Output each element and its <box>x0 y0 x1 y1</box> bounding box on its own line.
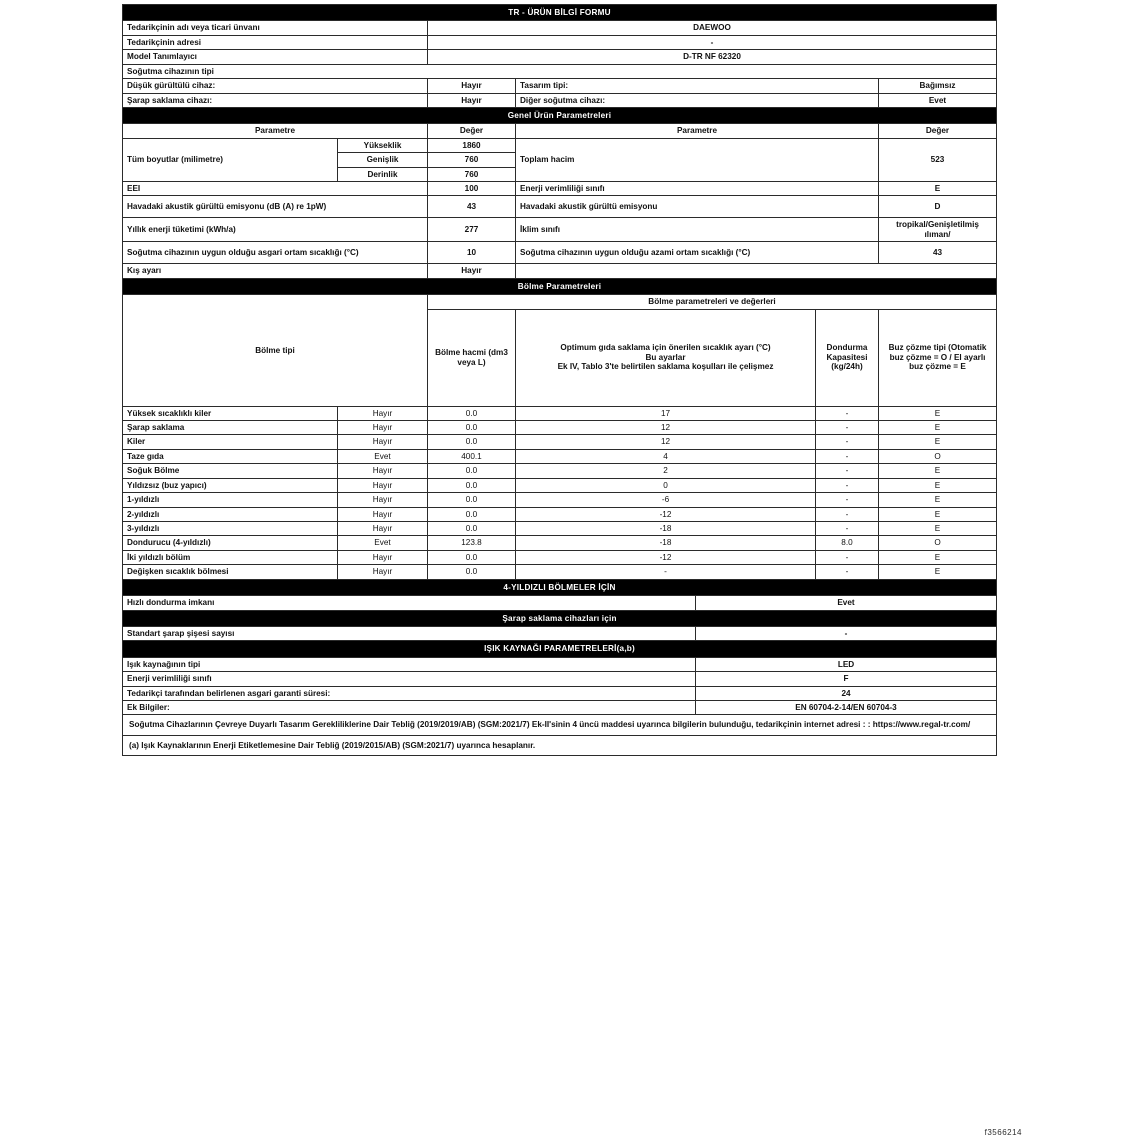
supplier-address-value: - <box>428 35 997 49</box>
four-star-band: 4-YILDIZLI BÖLMELER İÇİN <box>123 579 997 595</box>
compartment-temp: 2 <box>516 464 816 478</box>
column-parameter-1: Parametre <box>123 124 428 138</box>
compartment-present: Hayır <box>338 550 428 564</box>
compartment-defrost: E <box>879 507 997 521</box>
wine-storage-band: Şarap saklama cihazları için <box>123 610 997 626</box>
table-row <box>123 701 997 715</box>
table-row <box>123 21 997 35</box>
warranty-value: 24 <box>696 686 997 700</box>
annual-energy-value: 277 <box>428 218 516 242</box>
table-row <box>123 242 997 264</box>
noise-class-label: Havadaki akustik gürültü emisyonu <box>516 196 879 218</box>
table-row <box>123 715 997 735</box>
climate-class-label: İklim sınıfı <box>516 218 879 242</box>
compartment-freeze: - <box>816 507 879 521</box>
compartment-present: Hayır <box>338 521 428 535</box>
band-row <box>123 107 997 123</box>
table-row <box>123 686 997 700</box>
wine-storage-value: Hayır <box>428 93 516 107</box>
compartment-defrost: E <box>879 550 997 564</box>
table-row <box>123 464 997 478</box>
light-source-band: IŞIK KAYNAĞI PARAMETRELERİ(a,b) <box>123 641 997 657</box>
compartment-present: Hayır <box>338 435 428 449</box>
compartment-temp: -12 <box>516 507 816 521</box>
regulation-note: Soğutma Cihazlarının Çevreye Duyarlı Tasarım Gerekliliklerine Dair Tebliğ (2019/2019/AB) (SGM:2021/7) Ek-II'sinin 4 üncü maddesi uyarınca bilgilerin bulunduğu, tedarikçinin internet adresi : : https://www.regal-tr.com/ <box>123 715 997 735</box>
compartment-volume: 0.0 <box>428 550 516 564</box>
compartment-present: Hayır <box>338 565 428 579</box>
compartment-volume: 0.0 <box>428 521 516 535</box>
title-row <box>123 5 997 21</box>
compartment-type: Şarap saklama <box>123 421 338 435</box>
eei-label: EEI <box>123 182 428 196</box>
dimension-height-label: Yükseklik <box>338 138 428 152</box>
table-row <box>123 64 997 78</box>
compartment-type: 3-yıldızlı <box>123 521 338 535</box>
compartment-defrost-header: Buz çözme tipi (Otomatik buz çözme = O / El ayarlı buz çözme = E <box>879 309 997 406</box>
compartment-freeze: - <box>816 421 879 435</box>
compartment-present: Hayır <box>338 464 428 478</box>
compartment-type: Soğuk Bölme <box>123 464 338 478</box>
product-information-sheet <box>122 4 996 756</box>
compartment-temp: 12 <box>516 421 816 435</box>
table-row <box>123 35 997 49</box>
table-row <box>123 79 997 93</box>
compartment-freeze: - <box>816 478 879 492</box>
dimension-height-value: 1860 <box>428 138 516 152</box>
compartment-temp: - <box>516 565 816 579</box>
table-row <box>123 264 997 278</box>
eei-value: 100 <box>428 182 516 196</box>
compartment-freeze: - <box>816 435 879 449</box>
dimension-width-value: 760 <box>428 153 516 167</box>
compartment-defrost: E <box>879 464 997 478</box>
compartment-volume: 123.8 <box>428 536 516 550</box>
compartment-type: Taze gıda <box>123 449 338 463</box>
compartment-type: Dondurucu (4-yıldızlı) <box>123 536 338 550</box>
table-row <box>123 626 997 640</box>
compartment-freeze: - <box>816 565 879 579</box>
compartment-defrost: E <box>879 565 997 579</box>
table-row <box>123 421 997 435</box>
compartment-temp-header: Optimum gıda saklama için önerilen sıcaklık ayarı (°C) Bu ayarlar Ek IV, Tablo 3'te belirtilen saklama koşulları ile çelişmez <box>516 309 816 406</box>
compartment-volume: 0.0 <box>428 507 516 521</box>
fast-freeze-label: Hızlı dondurma imkanı <box>123 596 696 610</box>
winter-setting-value: Hayır <box>428 264 516 278</box>
wine-bottle-count-value: - <box>696 626 997 640</box>
compartment-type: Değişken sıcaklık bölmesi <box>123 565 338 579</box>
compartment-volume: 0.0 <box>428 406 516 420</box>
min-ambient-label: Soğutma cihazının uygun olduğu asgari ortam sıcaklığı (°C) <box>123 242 428 264</box>
table-row <box>123 196 997 218</box>
compartment-present: Hayır <box>338 493 428 507</box>
table-row <box>123 218 997 242</box>
compartment-freeze: - <box>816 521 879 535</box>
compartment-temp: 12 <box>516 435 816 449</box>
compartment-freeze-header: Dondurma Kapasitesi (kg/24h) <box>816 309 879 406</box>
model-identifier-value: D-TR NF 62320 <box>428 50 997 64</box>
compartment-volume: 0.0 <box>428 464 516 478</box>
compartment-temp: -12 <box>516 550 816 564</box>
compartment-temp: 4 <box>516 449 816 463</box>
compartment-volume: 0.0 <box>428 493 516 507</box>
compartment-defrost: E <box>879 493 997 507</box>
noise-emission-value: 43 <box>428 196 516 218</box>
band-row <box>123 579 997 595</box>
table-row <box>123 449 997 463</box>
document-footer-code: f3566214 <box>984 1128 1022 1137</box>
warranty-label: Tedarikçi tarafından belirlenen asgari garanti süresi: <box>123 686 696 700</box>
table-row <box>123 435 997 449</box>
header-row <box>123 295 997 309</box>
light-energy-class-value: F <box>696 672 997 686</box>
light-type-label: Işık kaynağının tipi <box>123 657 696 671</box>
compartment-type-header: Bölme tipi <box>123 295 428 406</box>
compartment-present: Evet <box>338 449 428 463</box>
compartment-volume: 400.1 <box>428 449 516 463</box>
compartment-freeze: - <box>816 449 879 463</box>
annual-energy-label: Yıllık enerji tüketimi (kWh/a) <box>123 218 428 242</box>
table-row <box>123 50 997 64</box>
supplier-name-value: DAEWOO <box>428 21 997 35</box>
dimension-depth-value: 760 <box>428 167 516 181</box>
climate-class-value: tropikal/Genişletilmiş ılıman/ <box>879 218 997 242</box>
winter-setting-empty <box>516 264 997 278</box>
table-row <box>123 735 997 755</box>
table-row <box>123 672 997 686</box>
table-row <box>123 138 997 152</box>
compartment-present: Hayır <box>338 406 428 420</box>
compartment-type: İki yıldızlı bölüm <box>123 550 338 564</box>
table-row <box>123 565 997 579</box>
compartment-freeze: - <box>816 550 879 564</box>
light-type-value: LED <box>696 657 997 671</box>
compartment-defrost: E <box>879 435 997 449</box>
compartment-defrost: E <box>879 421 997 435</box>
compartment-group-header: Bölme parametreleri ve değerleri <box>428 295 997 309</box>
compartment-freeze: - <box>816 493 879 507</box>
extra-info-label: Ek Bilgiler: <box>123 701 696 715</box>
table-row <box>123 182 997 196</box>
table-row <box>123 521 997 535</box>
table-row <box>123 536 997 550</box>
fast-freeze-value: Evet <box>696 596 997 610</box>
compartment-defrost: O <box>879 449 997 463</box>
compartment-temp: -18 <box>516 521 816 535</box>
other-cooling-value: Evet <box>879 93 997 107</box>
compartment-temp: -18 <box>516 536 816 550</box>
product-sheet-table <box>122 4 997 756</box>
compartment-type: 1-yıldızlı <box>123 493 338 507</box>
table-row <box>123 596 997 610</box>
band-row <box>123 641 997 657</box>
model-identifier-label: Model Tanımlayıcı <box>123 50 428 64</box>
supplier-name-label: Tedarikçinin adı veya ticari ünvanı <box>123 21 428 35</box>
extra-info-value: EN 60704-2-14/EN 60704-3 <box>696 701 997 715</box>
compartment-temp: 0 <box>516 478 816 492</box>
compartment-parameters-band: Bölme Parametreleri <box>123 278 997 294</box>
design-type-label: Tasarım tipi: <box>516 79 879 93</box>
supplier-address-label: Tedarikçinin adresi <box>123 35 428 49</box>
compartment-freeze: - <box>816 464 879 478</box>
light-energy-class-label: Enerji verimliliği sınıfı <box>123 672 696 686</box>
dimension-depth-label: Derinlik <box>338 167 428 181</box>
compartment-present: Evet <box>338 536 428 550</box>
compartment-volume: 0.0 <box>428 565 516 579</box>
column-value-1: Değer <box>428 124 516 138</box>
table-row <box>123 93 997 107</box>
compartment-present: Hayır <box>338 478 428 492</box>
low-noise-value: Hayır <box>428 79 516 93</box>
min-ambient-value: 10 <box>428 242 516 264</box>
energy-class-value: E <box>879 182 997 196</box>
compartment-volume: 0.0 <box>428 421 516 435</box>
general-parameters-band: Genel Ürün Parametreleri <box>123 107 997 123</box>
table-row <box>123 493 997 507</box>
column-parameter-2: Parametre <box>516 124 879 138</box>
dimensions-label: Tüm boyutlar (milimetre) <box>123 138 338 181</box>
max-ambient-value: 43 <box>879 242 997 264</box>
header-row <box>123 124 997 138</box>
table-row <box>123 406 997 420</box>
compartment-volume-header: Bölme hacmi (dm3 veya L) <box>428 309 516 406</box>
noise-emission-label: Havadaki akustik gürültü emisyonu (dB (A) re 1pW) <box>123 196 428 218</box>
footnote-a: (a) Işık Kaynaklarının Enerji Etiketlemesine Dair Tebliğ (2019/2015/AB) (SGM:2021/7) uyarınca hesaplanır. <box>123 735 997 755</box>
winter-setting-label: Kış ayarı <box>123 264 428 278</box>
design-type-value: Bağımsız <box>879 79 997 93</box>
compartment-present: Hayır <box>338 421 428 435</box>
cooling-type-label: Soğutma cihazının tipi <box>123 64 997 78</box>
compartment-freeze: - <box>816 406 879 420</box>
compartment-defrost: O <box>879 536 997 550</box>
compartment-type: Kiler <box>123 435 338 449</box>
max-ambient-label: Soğutma cihazının uygun olduğu azami ortam sıcaklığı (°C) <box>516 242 879 264</box>
compartment-defrost: E <box>879 478 997 492</box>
wine-storage-label: Şarap saklama cihazı: <box>123 93 428 107</box>
table-row <box>123 507 997 521</box>
table-row <box>123 550 997 564</box>
compartment-volume: 0.0 <box>428 435 516 449</box>
compartment-type: Yüksek sıcaklıklı kiler <box>123 406 338 420</box>
table-row <box>123 657 997 671</box>
total-volume-label: Toplam hacim <box>516 138 879 181</box>
noise-class-value: D <box>879 196 997 218</box>
column-value-2: Değer <box>879 124 997 138</box>
compartment-defrost: E <box>879 521 997 535</box>
compartment-defrost: E <box>879 406 997 420</box>
compartment-freeze: 8.0 <box>816 536 879 550</box>
energy-class-label: Enerji verimliliği sınıfı <box>516 182 879 196</box>
compartment-type: Yıldızsız (buz yapıcı) <box>123 478 338 492</box>
compartment-temp: -6 <box>516 493 816 507</box>
low-noise-label: Düşük gürültülü cihaz: <box>123 79 428 93</box>
dimension-width-label: Genişlik <box>338 153 428 167</box>
other-cooling-label: Diğer soğutma cihazı: <box>516 93 879 107</box>
compartment-volume: 0.0 <box>428 478 516 492</box>
wine-bottle-count-label: Standart şarap şişesi sayısı <box>123 626 696 640</box>
band-row <box>123 278 997 294</box>
compartment-present: Hayır <box>338 507 428 521</box>
compartment-temp: 17 <box>516 406 816 420</box>
table-row <box>123 478 997 492</box>
document-title: TR - ÜRÜN BİLGİ FORMU <box>123 5 997 21</box>
compartment-type: 2-yıldızlı <box>123 507 338 521</box>
band-row <box>123 610 997 626</box>
total-volume-value: 523 <box>879 138 997 181</box>
